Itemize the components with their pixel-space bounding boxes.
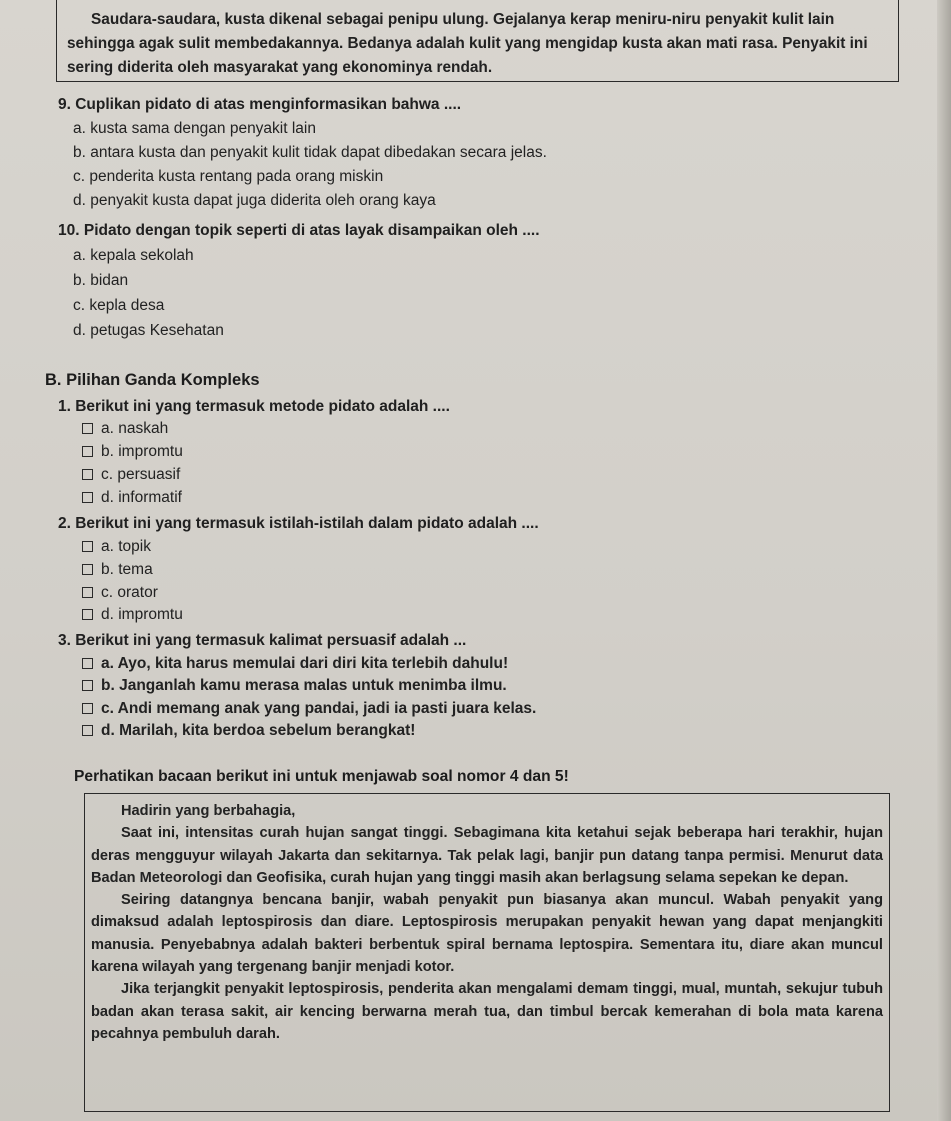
reading-passage-box: [84, 793, 890, 1112]
checkbox[interactable]: [82, 469, 93, 480]
b1-option-b: b. impromtu: [82, 443, 183, 461]
question-10: 10. Pidato dengan topik seperti di atas layak disampaikan oleh ....: [58, 222, 540, 239]
b-question-2: 2. Berikut ini yang termasuk istilah-istilah dalam pidato adalah ....: [58, 515, 539, 532]
question-9: 9. Cuplikan pidato di atas menginformasikan bahwa ....: [58, 96, 462, 113]
q10-option-d: d. petugas Kesehatan: [73, 322, 224, 339]
q9-option-b: b. antara kusta dan penyakit kulit tidak dapat dibedakan secara jelas.: [73, 144, 547, 161]
intro-passage-box: [56, 0, 899, 82]
b-question-3: 3. Berikut ini yang termasuk kalimat persuasif adalah ...: [58, 632, 467, 649]
checkbox[interactable]: [82, 541, 93, 552]
b-question-1: 1. Berikut ini yang termasuk metode pidato adalah ....: [58, 398, 450, 415]
checkbox[interactable]: [82, 492, 93, 503]
reading-instruction: Perhatikan bacaan berikut ini untuk menjawab soal nomor 4 dan 5!: [74, 768, 569, 785]
b3-option-a: a. Ayo, kita harus memulai dari diri kita terlebih dahulu!: [82, 655, 508, 673]
q10-option-c: c. kepla desa: [73, 297, 165, 314]
b3-option-d: d. Marilah, kita berdoa sebelum berangkat!: [82, 722, 415, 740]
intro-passage-text: Saudara-saudara, kusta dikenal sebagai penipu ulung. Gejalanya kerap meniru-niru penyakit kulit lain sehingga agak sulit membedakannya. Bedanya adalah kulit yang mengidap kusta akan mati rasa. Penyakit ini sering diderita oleh masyarakat yang ekonominya rendah.: [67, 11, 868, 76]
page-edge-shadow: [937, 0, 951, 1121]
q9-option-a: a. kusta sama dengan penyakit lain: [73, 120, 316, 137]
checkbox[interactable]: [82, 703, 93, 714]
checkbox[interactable]: [82, 446, 93, 457]
b2-option-a: a. topik: [82, 538, 151, 556]
b1-option-d: d. informatif: [82, 489, 182, 507]
checkbox[interactable]: [82, 725, 93, 736]
b1-option-a: a. naskah: [82, 420, 168, 438]
b1-option-c: c. persuasif: [82, 466, 180, 484]
q10-option-a: a. kepala sekolah: [73, 247, 194, 264]
passage-paragraph-1: Saat ini, intensitas curah hujan sangat tinggi. Sebagimana kita ketahui sejak beberapa hari terakhir, hujan deras mengguyur wilayah Jakarta dan sekitarnya. Tak pelak lagi, banjir pun datang tanpa permisi. Menurut data Badan Meteorologi dan Geofisika, curah hujan yang tinggi masih akan berlagsung selama sepekan ke depan.: [91, 825, 883, 886]
q10-option-b: b. bidan: [73, 272, 129, 289]
checkbox[interactable]: [82, 609, 93, 620]
q9-option-c: c. penderita kusta rentang pada orang miskin: [73, 168, 384, 185]
checkbox[interactable]: [82, 423, 93, 434]
b3-option-c: c. Andi memang anak yang pandai, jadi ia pasti juara kelas.: [82, 700, 536, 718]
passage-greeting: Hadirin yang berbahagia,: [121, 803, 296, 819]
b2-option-d: d. impromtu: [82, 606, 183, 624]
section-b-heading: B. Pilihan Ganda Kompleks: [45, 371, 260, 389]
checkbox[interactable]: [82, 587, 93, 598]
passage-paragraph-3: Jika terjangkit penyakit leptospirosis, penderita akan mengalami demam tinggi, mual, muntah, sekujur tubuh badan akan terasa sakit, air kencing berwarna merah tua, dan timbul bercak kemerahan di bola mata karena pecahnya pembuluh darah.: [91, 981, 883, 1042]
checkbox[interactable]: [82, 658, 93, 669]
checkbox[interactable]: [82, 680, 93, 691]
checkbox[interactable]: [82, 564, 93, 575]
b2-option-c: c. orator: [82, 584, 158, 602]
b3-option-b: b. Janganlah kamu merasa malas untuk menimba ilmu.: [82, 677, 507, 695]
passage-paragraph-2: Seiring datangnya bencana banjir, wabah penyakit pun biasanya akan muncul. Wabah penyakit yang dimaksud adalah leptospirosis dan diare. Leptospirosis merupakan penyakit hewan yang dapat menjangkiti manusia. Penyebabnya adalah bakteri berbentuk spiral bernama leptospira. Sementara itu, diare akan muncul karena wilayah yang tergenang banjir menjadi kotor.: [91, 892, 883, 976]
b2-option-b: b. tema: [82, 561, 153, 579]
q9-option-d: d. penyakit kusta dapat juga diderita oleh orang kaya: [73, 192, 436, 209]
